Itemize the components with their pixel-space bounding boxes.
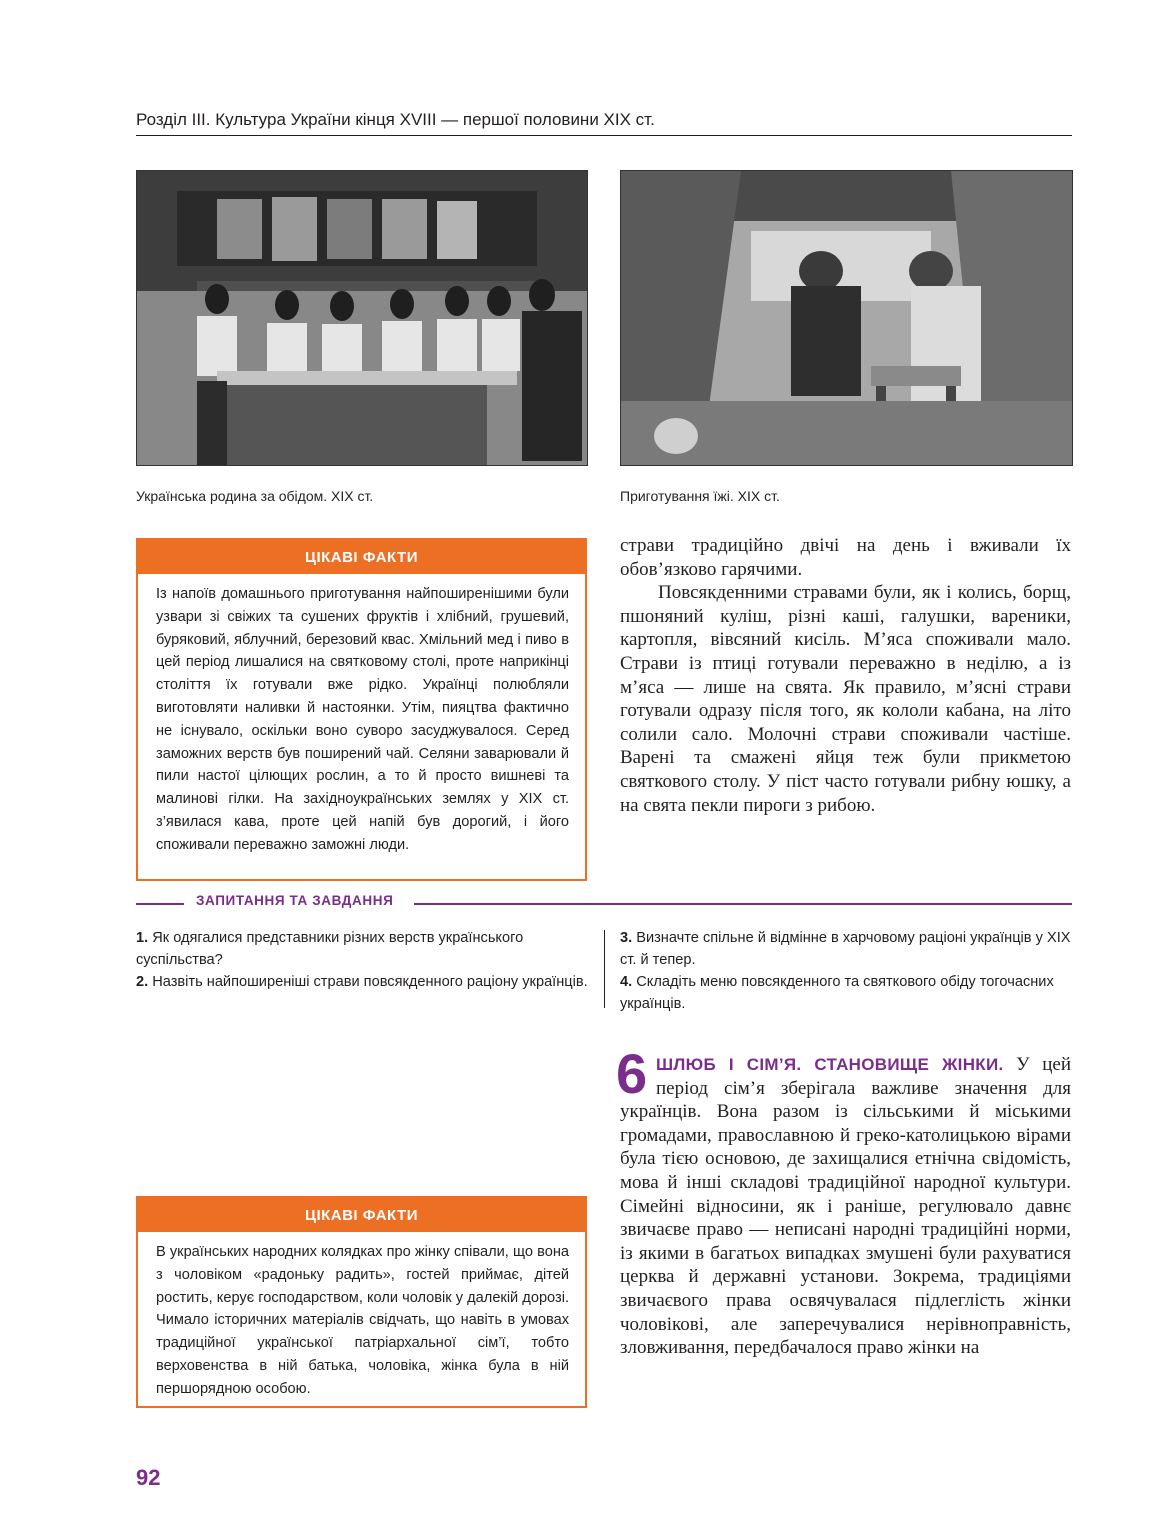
facts-box-title: ЦІКАВІ ФАКТИ (138, 540, 585, 574)
page-number: 92 (136, 1465, 161, 1490)
questions-col-left (136, 927, 588, 993)
question-item: 4. Складіть меню повсякденного та святкового обіду тогочасних українців. (620, 974, 1054, 1012)
running-header: Розділ III. Культура України кінця XVIII — першої половини XIX ст. (136, 110, 655, 129)
facts-box-drinks (136, 538, 587, 881)
facts-box-women (136, 1196, 587, 1408)
questions-divider (604, 930, 605, 1008)
body-text-food (620, 534, 1071, 817)
photo-caption-2: Приготування їжі. XIX ст. (620, 488, 780, 504)
photo-family-dinner (136, 170, 588, 466)
questions-col-right (620, 927, 1071, 1015)
questions-rule-left (136, 903, 184, 905)
section-number: 6 (616, 1042, 648, 1105)
section-body: У цей період сім’я зберігала важливе значення для українців. Вона разом із сільськими й міськими громадами, православною й греко-католицькою вірами була тією основою, де захищалися етнічна свідомість, мова й інші складові традиційної народної культури. Сімейні відносини, як і раніше, регулювало давнє звичаєве право — неписані народні традиційні норми, із якими в багатьох випадках змушені були рахуватися церква й державні установи. Зокрема, традиціями звичаєвого права освячувалася підлеглість жінки чоловікові, але заперечувалися нерівноправність, зловживання, передбачалося право жінки на (620, 1054, 1071, 1359)
section-6-text (620, 1053, 1071, 1360)
paragraph: Повсякденними стравами були, як і колись, борщ, пшоняний куліш, різні каші, галушки, вареники, картопля, вівсяний кисіль. М’яса споживали мало. Страви із птиці готували переважно в неділю, а із м’яса — лише на свята. Як правило, м’ясні страви готували одразу після того, як кололи кабана, на літо солили сало. Молочні страви споживали частіше. Варені та смажені яйця теж були прикметою святкового столу. У піст часто готували рибну юшку, а на свята пекли пироги з рибою. (620, 582, 1071, 816)
header-rule (136, 135, 1072, 136)
photo-cooking (620, 170, 1073, 466)
question-item: 3. Визначте спільне й відмінне в харчовому раціоні українців у XIX ст. й тепер. (620, 930, 1071, 968)
facts-box-text: Із напоїв домашнього приготування найпоширенішими були узвари зі свіжих та сушених фруктів і хлібний, грушевий, буряковий, яблучний, березовий квас. Хмільний мед і пиво в цей період лишалися на святковому столі, проте наприкінці століття їх готували вже рідко. Українці полюбляли виготовляти наливки й настоянки. Утім, пияцтва фактично не існувало, оскільки воно суворо засуджувалося. Серед заможних верств був поширений чай. Селяни заварювали й пили настої цілющих рослин, а то й просто вишневі та малинові гілки. На західноукраїнських землях у XIX ст. з’явилася кава, проте цей напій був дорогий, і його споживали переважно заможні люди. (156, 586, 569, 853)
paragraph: страви традиційно двічі на день і вживали їх обов’язково гарячими. (620, 535, 1071, 580)
photo-caption-1: Українська родина за обідом. XIX ст. (136, 488, 374, 504)
question-item: 2. Назвіть найпоширеніші страви повсякденного раціону українців. (136, 974, 588, 990)
questions-title: ЗАПИТАННЯ ТА ЗАВДАННЯ (196, 893, 394, 908)
dropcap-spacer (620, 1053, 656, 1099)
question-item: 1. Як одягалися представники різних верств українського суспільства? (136, 930, 524, 968)
facts-box-text: В українських народних колядках про жінку співали, що вона з чоловіком «радоньку радить», гостей приймає, дітей ростить, керує господарством, коли чоловік у далекій дорозі. Чимало історичних матеріалів свідчать, що навіть в умовах традиційної української патріархальної сім’ї, тобто верховенства в ній батька, чоловіка, жінка була в ній першорядною особою. (156, 1244, 569, 1397)
questions-rule-right (414, 903, 1072, 905)
section-title: ШЛЮБ І СІМ’Я. СТАНОВИЩЕ ЖІНКИ. (656, 1055, 1004, 1074)
facts-box-title: ЦІКАВІ ФАКТИ (138, 1198, 585, 1232)
